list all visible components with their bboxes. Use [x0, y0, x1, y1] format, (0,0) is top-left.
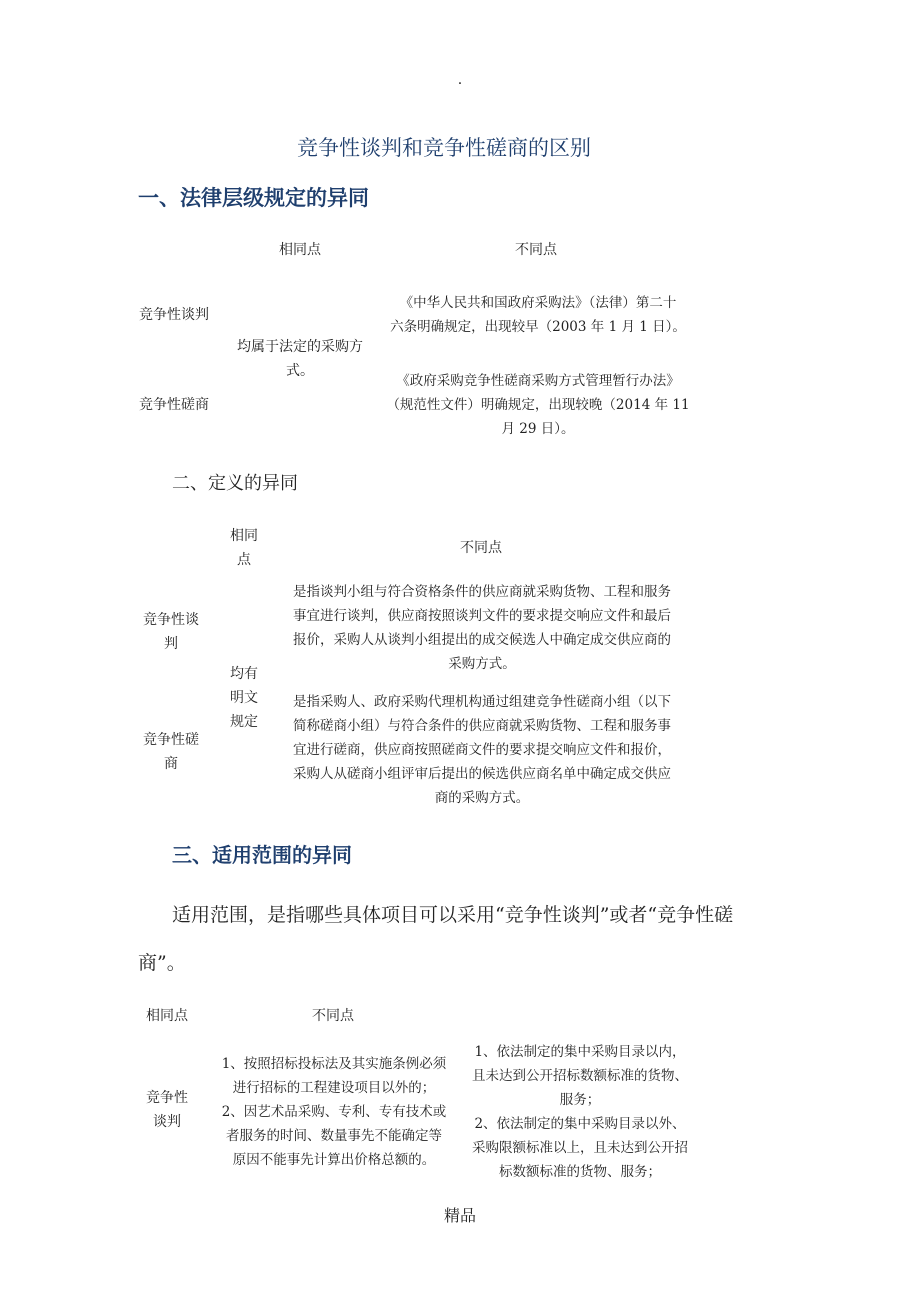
s3-negotiation-diff-b-line: 标数额标准的货物、服务； [499, 1164, 661, 1180]
s1-consultation-diff-line: （规范性文件）明确规定，出现较晚（2014 年 11 [386, 397, 690, 413]
s3-negotiation-diff-b-line: 1、依法制定的集中采购目录以内， [474, 1044, 686, 1060]
s2-col-same-header [218, 524, 270, 572]
s3-negotiation-diff-a-line: 1、按照招标投标法及其实施条例必须 [221, 1056, 447, 1072]
section-3-heading: 三、适用范围的异同 [172, 843, 352, 867]
s2-row-consultation-label [136, 728, 206, 776]
s3-row-negotiation-line: 竞争性 [146, 1090, 188, 1106]
s1-same-line: 均属于法定的采购方 [237, 339, 363, 355]
s2-negotiation-diff-line: 是指谈判小组与符合资格条件的供应商就采购货物、工程和服务 [293, 584, 671, 600]
footer-label: 精品 [443, 1206, 476, 1225]
s3-negotiation-diff-b-line: 2、依法制定的集中采购目录以外、 [474, 1116, 686, 1132]
s1-col-same-header: 相同点 [279, 242, 321, 258]
s3-negotiation-diff-b-line: 采购限额标准以上，且未达到公开招 [472, 1140, 688, 1156]
s3-negotiation-diff-a-line: 2、因艺术品采购、专利、专有技术或 [221, 1104, 447, 1120]
s3-negotiation-diff-a-line: 原因不能事先计算出价格总额的。 [232, 1152, 436, 1168]
s2-negotiation-diff-line: 报价，采购人从谈判小组提出的成交候选人中确定成交供应商的 [293, 632, 671, 648]
s1-consultation-diff-cell [380, 369, 696, 441]
s2-same-line: 规定 [230, 714, 258, 730]
s3-col-same-header: 相同点 [146, 1008, 188, 1024]
s2-row-negotiation-label [136, 608, 206, 656]
s2-consultation-diff-line: 采购人从磋商小组评审后提出的候选供应商名单中确定成交供应 [293, 766, 671, 782]
s2-col-same-header-line: 点 [237, 552, 251, 568]
s2-consultation-diff-cell [284, 690, 680, 810]
s3-negotiation-diff-a-line: 进行招标的工程建设项目以外的； [232, 1080, 436, 1096]
s2-same-cell [218, 662, 270, 734]
s2-row-consultation-line: 竞争性磋 [143, 732, 199, 748]
section-3-paragraph-line: 商”。 [138, 952, 186, 974]
s2-negotiation-diff-cell [284, 580, 680, 676]
document-title: 竞争性谈判和竞争性磋商的区别 [297, 136, 591, 160]
s3-row-negotiation-line: 谈判 [153, 1114, 181, 1130]
s1-negotiation-diff-cell [380, 291, 696, 339]
s3-negotiation-diff-cell-a [206, 1052, 462, 1172]
s1-consultation-diff-line: 《政府采购竞争性磋商采购方式管理暂行办法》 [396, 373, 680, 389]
s2-consultation-diff-line: 简称磋商小组）与符合条件的供应商就采购货物、工程和服务事 [293, 718, 671, 734]
s3-negotiation-diff-b-line: 服务； [559, 1092, 601, 1108]
s3-negotiation-diff-b-line: 且未达到公开招标数额标准的货物、 [472, 1068, 688, 1084]
s1-same-line: 式。 [286, 363, 314, 379]
s2-consultation-diff-line: 商的采购方式。 [434, 790, 530, 806]
s2-consultation-diff-line: 是指采购人、政府采购代理机构通过组建竞争性磋商小组（以下 [293, 694, 671, 710]
header-mark: . [457, 72, 463, 88]
s1-same-cell [220, 335, 380, 383]
s2-row-negotiation-line: 判 [164, 636, 178, 652]
section-3-paragraph-line: 适用范围，是指哪些具体项目可以采用“竞争性谈判”或者“竞争性磋 [172, 904, 734, 926]
s1-consultation-diff-line: 月 29 日）。 [501, 421, 575, 437]
section-1-heading: 一、法律层级规定的异同 [138, 186, 369, 210]
section-2-heading: 二、定义的异同 [172, 473, 298, 494]
s3-col-diff-header: 不同点 [312, 1008, 354, 1024]
s2-negotiation-diff-line: 事宜进行谈判，供应商按照谈判文件的要求提交响应文件和最后 [293, 608, 671, 624]
s1-col-diff-header: 不同点 [515, 242, 557, 258]
s2-same-line: 明文 [230, 690, 258, 706]
s2-col-same-header-line: 相同 [230, 528, 258, 544]
s3-negotiation-diff-cell-b [458, 1040, 702, 1184]
s2-row-negotiation-line: 竞争性谈 [143, 612, 199, 628]
s3-row-negotiation-label [132, 1086, 202, 1134]
s2-negotiation-diff-line: 采购方式。 [448, 656, 516, 672]
s1-row-consultation-label: 竞争性磋商 [139, 397, 209, 413]
s1-row-negotiation-label: 竞争性谈判 [139, 307, 209, 323]
section-3-paragraph [138, 895, 778, 983]
s2-row-consultation-line: 商 [164, 756, 178, 772]
s2-same-line: 均有 [230, 666, 258, 682]
s2-consultation-diff-line: 宜进行磋商，供应商按照磋商文件的要求提交响应文件和报价， [293, 742, 671, 758]
s1-negotiation-diff-line: 《中华人民共和国政府采购法》（法律）第二十 [399, 295, 677, 311]
s2-col-diff-header: 不同点 [460, 540, 502, 556]
s3-negotiation-diff-a-line: 者服务的时间、数量事先不能确定等 [226, 1128, 442, 1144]
s1-negotiation-diff-line: 六条明确规定，出现较早（2003 年 1 月 1 日）。 [390, 319, 686, 335]
